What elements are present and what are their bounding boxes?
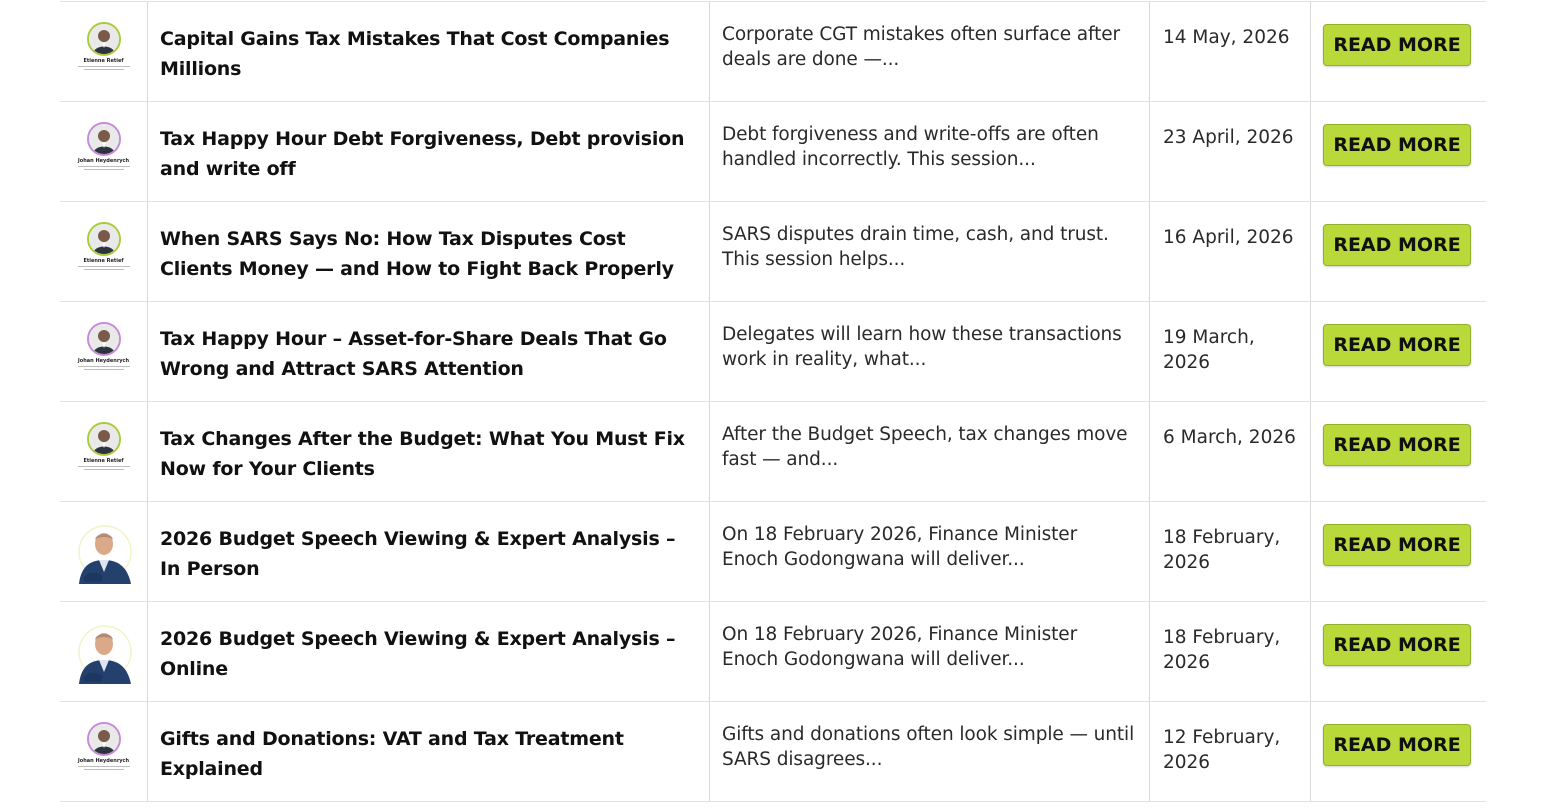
action-cell bbox=[1311, 102, 1486, 201]
presenter-photo-icon bbox=[75, 520, 133, 584]
speaker-portrait-icon bbox=[87, 422, 121, 456]
speaker-name: Etienne Retief bbox=[83, 458, 124, 464]
excerpt-cell bbox=[710, 602, 1150, 701]
title-cell bbox=[148, 2, 710, 101]
title-cell bbox=[148, 402, 710, 501]
title-cell bbox=[148, 702, 710, 801]
title-cell bbox=[148, 602, 710, 701]
date-cell bbox=[1150, 302, 1311, 401]
event-title[interactable]: 2026 Budget Speech Viewing & Expert Analysis – Online bbox=[160, 628, 676, 680]
date-cell bbox=[1150, 502, 1311, 601]
speaker-caption-line bbox=[84, 769, 124, 770]
presenter-thumbnail[interactable] bbox=[75, 520, 133, 584]
speaker-name: Johan Heydenrych bbox=[77, 758, 130, 764]
speaker-portrait-icon bbox=[87, 322, 121, 356]
read-more-button[interactable]: READ MORE bbox=[1323, 224, 1471, 266]
speaker-thumbnail[interactable] bbox=[72, 722, 136, 780]
speaker-caption-line bbox=[78, 366, 130, 367]
read-more-button[interactable]: READ MORE bbox=[1323, 624, 1471, 666]
speaker-thumbnail[interactable] bbox=[72, 322, 136, 380]
event-excerpt: Gifts and donations often look simple — until SARS disagrees... bbox=[722, 724, 1135, 770]
speaker-caption-line bbox=[84, 69, 124, 70]
read-more-button[interactable]: READ MORE bbox=[1323, 524, 1471, 566]
date-cell bbox=[1150, 202, 1311, 301]
event-date: 14 May, 2026 bbox=[1163, 27, 1290, 48]
table-row bbox=[60, 502, 1486, 602]
speaker-portrait-icon bbox=[87, 22, 121, 56]
excerpt-cell bbox=[710, 202, 1150, 301]
presenter-thumbnail[interactable] bbox=[75, 620, 133, 684]
event-title[interactable]: When SARS Says No: How Tax Disputes Cost Clients Money — and How to Fight Back Properly bbox=[160, 228, 674, 280]
action-cell bbox=[1311, 202, 1486, 301]
presenter-photo-icon bbox=[75, 620, 133, 684]
thumbnail-cell bbox=[60, 2, 148, 101]
thumbnail-cell bbox=[60, 602, 148, 701]
thumbnail-cell bbox=[60, 502, 148, 601]
date-cell bbox=[1150, 702, 1311, 801]
speaker-caption-line bbox=[84, 369, 124, 370]
event-title[interactable]: 2026 Budget Speech Viewing & Expert Analysis – In Person bbox=[160, 528, 676, 580]
speaker-thumbnail[interactable] bbox=[72, 122, 136, 180]
speaker-thumbnail[interactable] bbox=[72, 222, 136, 280]
speaker-thumbnail[interactable] bbox=[72, 422, 136, 480]
thumbnail-cell bbox=[60, 302, 148, 401]
table-row bbox=[60, 102, 1486, 202]
event-excerpt: On 18 February 2026, Finance Minister Enoch Godongwana will deliver... bbox=[722, 624, 1078, 670]
excerpt-cell bbox=[710, 502, 1150, 601]
read-more-button[interactable]: READ MORE bbox=[1323, 324, 1471, 366]
table-row bbox=[60, 402, 1486, 502]
event-title[interactable]: Tax Happy Hour – Asset-for-Share Deals That Go Wrong and Attract SARS Attention bbox=[160, 328, 667, 380]
excerpt-cell bbox=[710, 102, 1150, 201]
event-title[interactable]: Gifts and Donations: VAT and Tax Treatment Explained bbox=[160, 728, 624, 780]
event-date: 19 March, 2026 bbox=[1163, 327, 1255, 373]
event-date: 6 March, 2026 bbox=[1163, 427, 1296, 448]
excerpt-cell bbox=[710, 702, 1150, 801]
title-cell bbox=[148, 102, 710, 201]
date-cell bbox=[1150, 602, 1311, 701]
action-cell bbox=[1311, 602, 1486, 701]
date-cell bbox=[1150, 2, 1311, 101]
event-date: 16 April, 2026 bbox=[1163, 227, 1294, 248]
event-title[interactable]: Tax Changes After the Budget: What You Must Fix Now for Your Clients bbox=[160, 428, 685, 480]
table-row bbox=[60, 2, 1486, 102]
action-cell bbox=[1311, 502, 1486, 601]
speaker-name: Etienne Retief bbox=[83, 58, 124, 64]
speaker-thumbnail[interactable] bbox=[72, 22, 136, 80]
event-excerpt: Delegates will learn how these transactions work in reality, what... bbox=[722, 324, 1122, 370]
table-row bbox=[60, 702, 1486, 802]
speaker-portrait-icon bbox=[87, 222, 121, 256]
action-cell bbox=[1311, 702, 1486, 801]
speaker-name: Johan Heydenrych bbox=[77, 358, 130, 364]
speaker-portrait-icon bbox=[87, 722, 121, 756]
event-excerpt: Corporate CGT mistakes often surface after deals are done —... bbox=[722, 24, 1121, 70]
event-excerpt: On 18 February 2026, Finance Minister Enoch Godongwana will deliver... bbox=[722, 524, 1078, 570]
action-cell bbox=[1311, 302, 1486, 401]
speaker-caption-line bbox=[78, 66, 130, 67]
excerpt-cell bbox=[710, 302, 1150, 401]
action-cell bbox=[1311, 402, 1486, 501]
action-cell bbox=[1311, 2, 1486, 101]
excerpt-cell bbox=[710, 402, 1150, 501]
event-date: 23 April, 2026 bbox=[1163, 127, 1294, 148]
thumbnail-cell bbox=[60, 202, 148, 301]
thumbnail-cell bbox=[60, 102, 148, 201]
speaker-name: Johan Heydenrych bbox=[77, 158, 130, 164]
event-date: 12 February, 2026 bbox=[1163, 727, 1281, 773]
speaker-caption-line bbox=[78, 266, 130, 267]
read-more-button[interactable]: READ MORE bbox=[1323, 724, 1471, 766]
event-date: 18 February, 2026 bbox=[1163, 527, 1281, 573]
excerpt-cell bbox=[710, 2, 1150, 101]
table-row bbox=[60, 602, 1486, 702]
speaker-caption-line bbox=[84, 269, 124, 270]
thumbnail-cell bbox=[60, 402, 148, 501]
thumbnail-cell bbox=[60, 702, 148, 801]
title-cell bbox=[148, 302, 710, 401]
speaker-caption-line bbox=[78, 766, 130, 767]
title-cell bbox=[148, 502, 710, 601]
events-table bbox=[60, 1, 1486, 802]
event-excerpt: Debt forgiveness and write-offs are often handled incorrectly. This session... bbox=[722, 124, 1099, 170]
speaker-caption-line bbox=[84, 469, 124, 470]
title-cell bbox=[148, 202, 710, 301]
speaker-name: Etienne Retief bbox=[83, 258, 124, 264]
event-excerpt: After the Budget Speech, tax changes move fast — and... bbox=[722, 424, 1128, 470]
event-title[interactable]: Tax Happy Hour Debt Forgiveness, Debt provision and write off bbox=[160, 128, 685, 180]
table-row bbox=[60, 302, 1486, 402]
event-excerpt: SARS disputes drain time, cash, and trust. This session helps... bbox=[722, 224, 1109, 270]
read-more-button[interactable]: READ MORE bbox=[1323, 424, 1471, 466]
event-title[interactable]: Capital Gains Tax Mistakes That Cost Companies Millions bbox=[160, 28, 670, 80]
date-cell bbox=[1150, 402, 1311, 501]
speaker-caption-line bbox=[78, 466, 130, 467]
event-date: 18 February, 2026 bbox=[1163, 627, 1281, 673]
speaker-caption-line bbox=[84, 169, 124, 170]
read-more-button[interactable]: READ MORE bbox=[1323, 24, 1471, 66]
read-more-button[interactable]: READ MORE bbox=[1323, 124, 1471, 166]
table-row bbox=[60, 202, 1486, 302]
speaker-portrait-icon bbox=[87, 122, 121, 156]
speaker-caption-line bbox=[78, 166, 130, 167]
date-cell bbox=[1150, 102, 1311, 201]
